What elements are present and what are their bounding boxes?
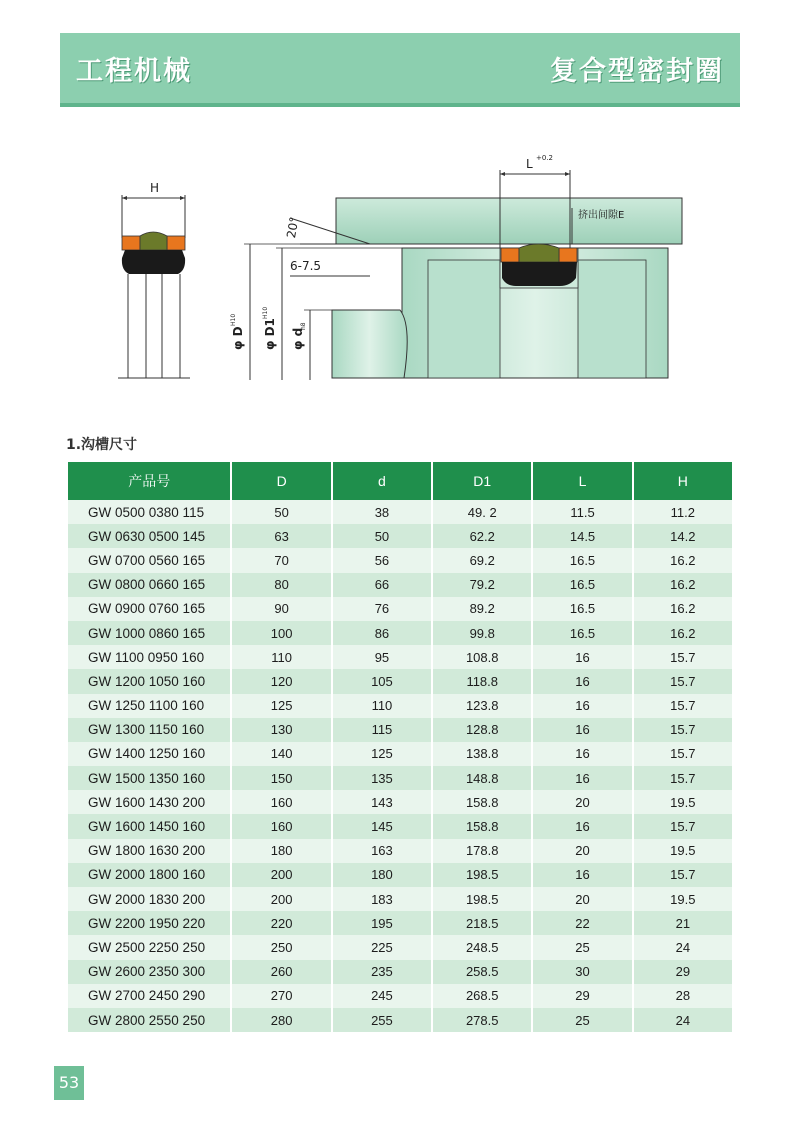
cell-d1: 158.8 xyxy=(433,814,531,838)
cell-d: 200 xyxy=(232,887,330,911)
cell-d1: 218.5 xyxy=(433,911,531,935)
cell-d1: 268.5 xyxy=(433,984,531,1008)
table-row xyxy=(68,839,732,863)
cell-h: 15.7 xyxy=(634,814,732,838)
table-row xyxy=(68,814,732,838)
cell-model: GW 1600 1430 200 xyxy=(68,790,230,814)
cell-model: GW 2700 2450 290 xyxy=(68,984,230,1008)
cell-h: 15.7 xyxy=(634,863,732,887)
cell-small-d: 110 xyxy=(333,694,431,718)
groove-diameter-label: φ D1 xyxy=(263,318,277,350)
groove-diagram xyxy=(0,140,800,400)
header-band xyxy=(60,33,740,107)
cell-d: 180 xyxy=(232,839,330,863)
column-header-d: D xyxy=(232,462,330,500)
cell-d: 160 xyxy=(232,790,330,814)
cell-d1: 248.5 xyxy=(433,935,531,959)
column-header-model: 产品号 xyxy=(68,462,230,500)
table-row xyxy=(68,742,732,766)
cell-small-d: 50 xyxy=(333,524,431,548)
cell-l: 11.5 xyxy=(533,500,631,524)
cell-h: 11.2 xyxy=(634,500,732,524)
cell-l: 16.5 xyxy=(533,597,631,621)
cell-h: 29 xyxy=(634,960,732,984)
cell-small-d: 115 xyxy=(333,718,431,742)
cell-l: 30 xyxy=(533,960,631,984)
cell-small-d: 38 xyxy=(333,500,431,524)
seal-cross-section xyxy=(118,181,190,378)
table-row xyxy=(68,524,732,548)
cell-model: GW 0900 0760 165 xyxy=(68,597,230,621)
cell-small-d: 163 xyxy=(333,839,431,863)
cell-model: GW 1500 1350 160 xyxy=(68,766,230,790)
chamfer-length-label: 6-7.5 xyxy=(290,259,322,273)
table-row xyxy=(68,911,732,935)
cell-h: 14.2 xyxy=(634,524,732,548)
cell-small-d: 125 xyxy=(333,742,431,766)
cell-small-d: 76 xyxy=(333,597,431,621)
cell-h: 15.7 xyxy=(634,742,732,766)
table-row xyxy=(68,500,732,524)
cell-small-d: 105 xyxy=(333,669,431,693)
cell-d: 70 xyxy=(232,548,330,572)
cell-small-d: 95 xyxy=(333,645,431,669)
cell-small-d: 135 xyxy=(333,766,431,790)
cell-model: GW 1800 1630 200 xyxy=(68,839,230,863)
cell-d1: 258.5 xyxy=(433,960,531,984)
cell-d1: 278.5 xyxy=(433,1008,531,1032)
cell-model: GW 0700 0560 165 xyxy=(68,548,230,572)
groove-diameter-tolerance: H10 xyxy=(262,306,269,319)
table-header-row xyxy=(68,462,732,500)
table-row xyxy=(68,694,732,718)
cell-h: 15.7 xyxy=(634,766,732,790)
cell-d1: 62.2 xyxy=(433,524,531,548)
cell-l: 16 xyxy=(533,718,631,742)
cell-d: 100 xyxy=(232,621,330,645)
cell-h: 15.7 xyxy=(634,718,732,742)
cell-l: 14.5 xyxy=(533,524,631,548)
cell-l: 25 xyxy=(533,1008,631,1032)
cell-d1: 123.8 xyxy=(433,694,531,718)
cell-l: 16.5 xyxy=(533,573,631,597)
cell-model: GW 1250 1100 160 xyxy=(68,694,230,718)
cell-h: 24 xyxy=(634,935,732,959)
cell-small-d: 195 xyxy=(333,911,431,935)
cell-d: 220 xyxy=(232,911,330,935)
cell-d: 160 xyxy=(232,814,330,838)
cell-h: 15.7 xyxy=(634,645,732,669)
cell-model: GW 2200 1950 220 xyxy=(68,911,230,935)
cell-l: 20 xyxy=(533,887,631,911)
column-header-small-d: d xyxy=(333,462,431,500)
cell-d1: 89.2 xyxy=(433,597,531,621)
rod-diameter-tolerance: h8 xyxy=(300,322,307,330)
page-number: 53 xyxy=(54,1066,84,1100)
cell-d1: 108.8 xyxy=(433,645,531,669)
cell-small-d: 245 xyxy=(333,984,431,1008)
section-title: 1.沟槽尺寸 xyxy=(66,437,138,453)
table-row xyxy=(68,621,732,645)
assembly-drawing xyxy=(230,154,682,380)
cell-h: 16.2 xyxy=(634,597,732,621)
cell-small-d: 235 xyxy=(333,960,431,984)
cell-model: GW 1000 0860 165 xyxy=(68,621,230,645)
table-row xyxy=(68,573,732,597)
cell-l: 16 xyxy=(533,645,631,669)
cell-d1: 118.8 xyxy=(433,669,531,693)
cell-d: 50 xyxy=(232,500,330,524)
cell-small-d: 145 xyxy=(333,814,431,838)
cell-d1: 158.8 xyxy=(433,790,531,814)
cell-d: 250 xyxy=(232,935,330,959)
column-header-h: H xyxy=(634,462,732,500)
cell-l: 29 xyxy=(533,984,631,1008)
dim-h-label: H xyxy=(150,181,160,195)
cell-small-d: 143 xyxy=(333,790,431,814)
cell-h: 16.2 xyxy=(634,621,732,645)
cell-d: 280 xyxy=(232,1008,330,1032)
cell-model: GW 0500 0380 115 xyxy=(68,500,230,524)
cell-small-d: 86 xyxy=(333,621,431,645)
cell-model: GW 1600 1450 160 xyxy=(68,814,230,838)
cell-model: GW 1300 1150 160 xyxy=(68,718,230,742)
angle-label: 20° xyxy=(284,215,302,240)
cell-l: 16.5 xyxy=(533,621,631,645)
cell-d: 125 xyxy=(232,694,330,718)
cell-l: 20 xyxy=(533,790,631,814)
table-row xyxy=(68,887,732,911)
cell-h: 16.2 xyxy=(634,548,732,572)
table-row xyxy=(68,597,732,621)
cell-l: 16.5 xyxy=(533,548,631,572)
cell-model: GW 1400 1250 160 xyxy=(68,742,230,766)
column-header-d1: D1 xyxy=(433,462,531,500)
table-row xyxy=(68,790,732,814)
cell-d1: 138.8 xyxy=(433,742,531,766)
cell-l: 16 xyxy=(533,669,631,693)
cell-h: 16.2 xyxy=(634,573,732,597)
table-row xyxy=(68,669,732,693)
cell-l: 16 xyxy=(533,742,631,766)
cell-l: 16 xyxy=(533,814,631,838)
cell-model: GW 0630 0500 145 xyxy=(68,524,230,548)
table-row xyxy=(68,645,732,669)
cell-model: GW 2000 1800 160 xyxy=(68,863,230,887)
cell-d: 200 xyxy=(232,863,330,887)
cell-h: 21 xyxy=(634,911,732,935)
rod-diameter-label: φ d xyxy=(291,327,305,350)
cell-model: GW 0800 0660 165 xyxy=(68,573,230,597)
header-product-title: 复合型密封圈 xyxy=(550,56,724,87)
cell-d1: 79.2 xyxy=(433,573,531,597)
bore-diameter-tolerance: H10 xyxy=(230,313,237,326)
cell-h: 24 xyxy=(634,1008,732,1032)
cell-l: 20 xyxy=(533,839,631,863)
cell-d1: 148.8 xyxy=(433,766,531,790)
table-row xyxy=(68,548,732,572)
extrusion-gap-label: 挤出间隙E xyxy=(578,210,625,221)
cell-h: 28 xyxy=(634,984,732,1008)
cell-model: GW 2600 2350 300 xyxy=(68,960,230,984)
cell-model: GW 2500 2250 250 xyxy=(68,935,230,959)
table-row xyxy=(68,766,732,790)
cell-l: 16 xyxy=(533,863,631,887)
cell-l: 25 xyxy=(533,935,631,959)
table-row xyxy=(68,1008,732,1032)
cell-h: 19.5 xyxy=(634,790,732,814)
cell-d: 150 xyxy=(232,766,330,790)
column-header-l: L xyxy=(533,462,631,500)
cell-h: 15.7 xyxy=(634,669,732,693)
cell-d: 120 xyxy=(232,669,330,693)
bore-diameter-label: φ D xyxy=(231,326,245,350)
cell-d: 90 xyxy=(232,597,330,621)
groove-dimension-table xyxy=(66,462,734,1032)
cell-h: 19.5 xyxy=(634,839,732,863)
cell-d: 110 xyxy=(232,645,330,669)
table-row xyxy=(68,718,732,742)
cell-d1: 99.8 xyxy=(433,621,531,645)
cell-d: 63 xyxy=(232,524,330,548)
header-category-title: 工程机械 xyxy=(76,56,192,87)
cell-d1: 198.5 xyxy=(433,887,531,911)
cell-l: 22 xyxy=(533,911,631,935)
dim-l-tolerance: +0.2 xyxy=(536,154,553,162)
cell-d1: 49. 2 xyxy=(433,500,531,524)
cell-l: 16 xyxy=(533,694,631,718)
table-row xyxy=(68,863,732,887)
cell-model: GW 1100 0950 160 xyxy=(68,645,230,669)
cell-small-d: 56 xyxy=(333,548,431,572)
cell-d1: 128.8 xyxy=(433,718,531,742)
cell-model: GW 2800 2550 250 xyxy=(68,1008,230,1032)
table-row xyxy=(68,935,732,959)
cell-small-d: 255 xyxy=(333,1008,431,1032)
table-row xyxy=(68,984,732,1008)
cell-d: 140 xyxy=(232,742,330,766)
cell-d1: 178.8 xyxy=(433,839,531,863)
cell-d: 80 xyxy=(232,573,330,597)
cell-model: GW 1200 1050 160 xyxy=(68,669,230,693)
cell-d: 270 xyxy=(232,984,330,1008)
cell-h: 15.7 xyxy=(634,694,732,718)
cell-d: 130 xyxy=(232,718,330,742)
table-row xyxy=(68,960,732,984)
cell-d1: 198.5 xyxy=(433,863,531,887)
cell-l: 16 xyxy=(533,766,631,790)
cell-d1: 69.2 xyxy=(433,548,531,572)
cell-small-d: 183 xyxy=(333,887,431,911)
cell-small-d: 225 xyxy=(333,935,431,959)
cell-small-d: 66 xyxy=(333,573,431,597)
dim-l-label: L xyxy=(526,157,533,171)
cell-d: 260 xyxy=(232,960,330,984)
cell-h: 19.5 xyxy=(634,887,732,911)
cell-small-d: 180 xyxy=(333,863,431,887)
cell-model: GW 2000 1830 200 xyxy=(68,887,230,911)
